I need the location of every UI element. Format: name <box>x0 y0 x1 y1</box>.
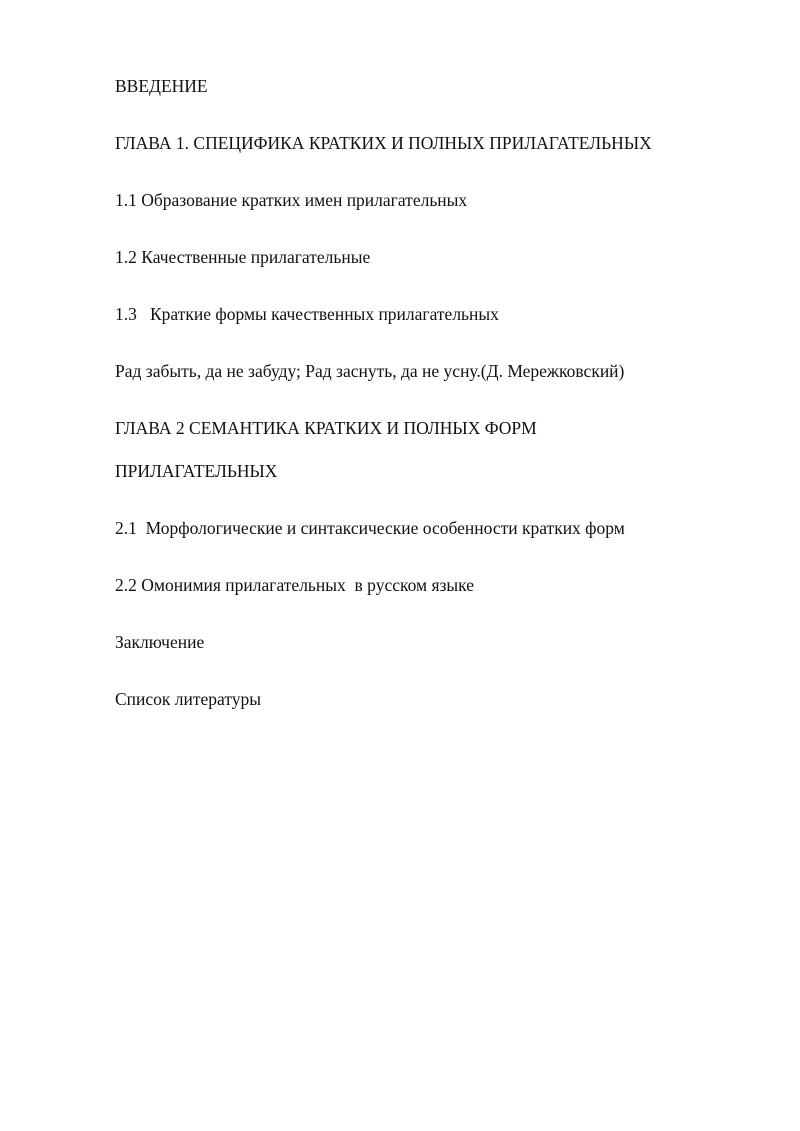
toc-chapter-2-line-1: ГЛАВА 2 СЕМАНТИКА КРАТКИХ И ПОЛНЫХ ФОРМ <box>115 418 537 438</box>
toc-section-1-1: 1.1 Образование кратких имен прилагательных <box>115 190 468 210</box>
toc-section-2-2: 2.2 Омонимия прилагательных в русском языке <box>115 575 475 595</box>
toc-conclusion: Заключение <box>115 632 205 652</box>
toc-introduction: ВВЕДЕНИЕ <box>115 76 208 96</box>
toc-chapter-2-line-2: ПРИЛАГАТЕЛЬНЫХ <box>115 461 278 481</box>
toc-chapter-1: ГЛАВА 1. СПЕЦИФИКА КРАТКИХ И ПОЛНЫХ ПРИЛАГАТЕЛЬНЫХ <box>115 133 652 153</box>
toc-section-1-3: 1.3 Краткие формы качественных прилагательных <box>115 304 499 324</box>
epigraph-quote: Рад забыть, да не забуду; Рад заснуть, да не усну.(Д. Мережковский) <box>115 361 625 381</box>
toc-section-1-2: 1.2 Качественные прилагательные <box>115 247 371 267</box>
toc-bibliography: Список литературы <box>115 689 262 709</box>
toc-section-2-1: 2.1 Морфологические и синтаксические особенности кратких форм <box>115 518 625 538</box>
table-of-contents <box>115 72 755 742</box>
